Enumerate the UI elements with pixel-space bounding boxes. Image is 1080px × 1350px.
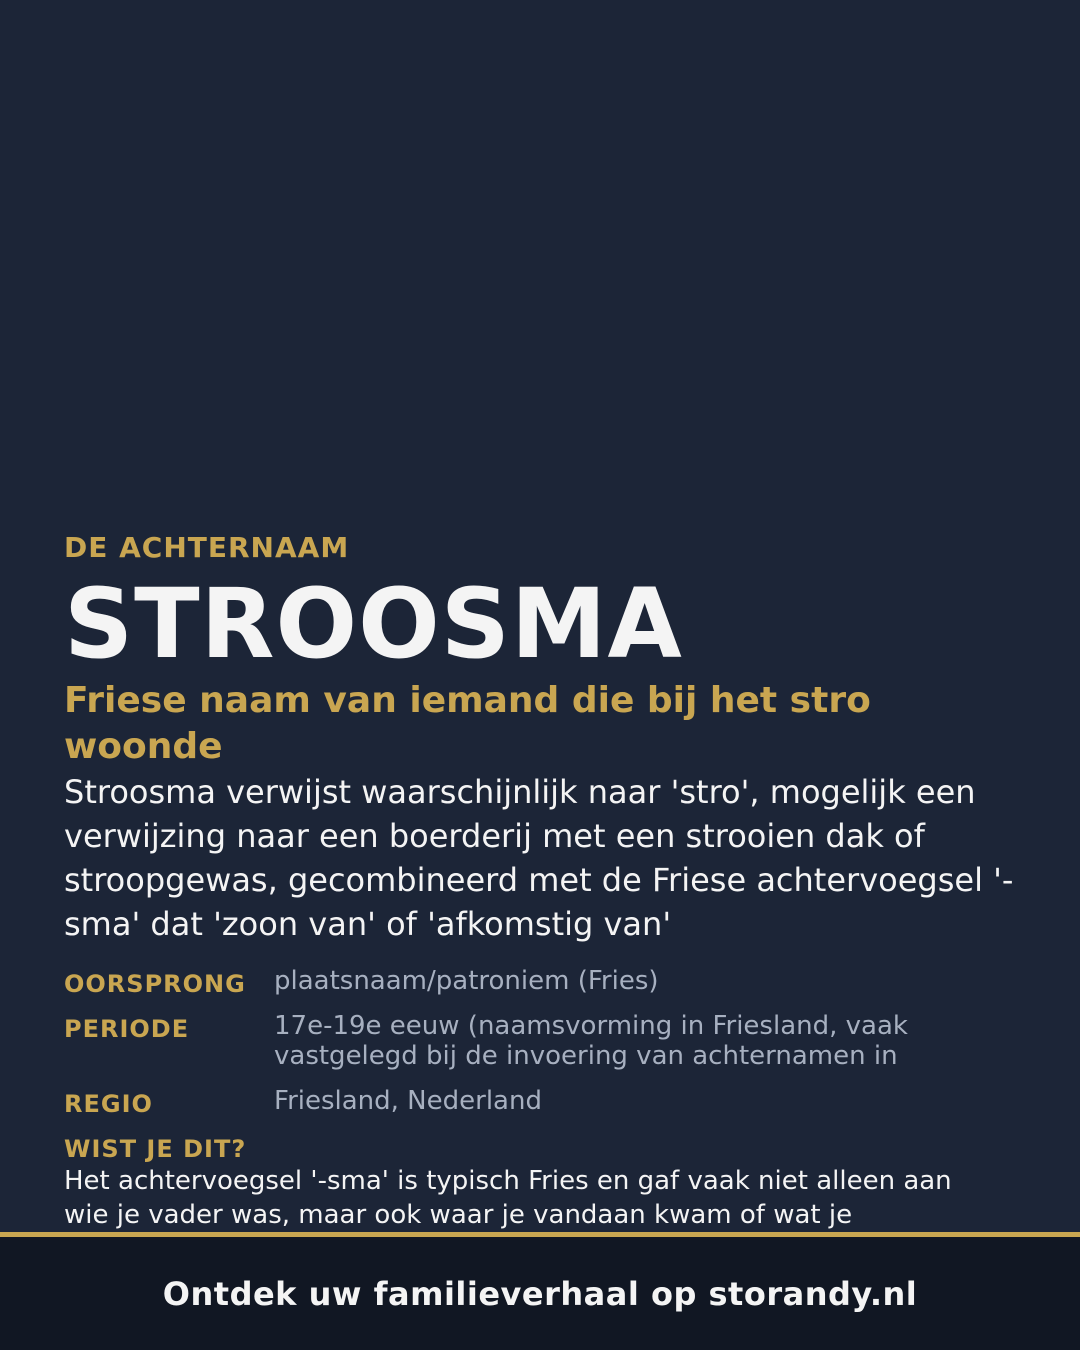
facts-list — [64, 966, 1024, 1131]
surname-title: STROOSMA — [64, 568, 683, 680]
eyebrow-label: DE ACHTERNAAM — [64, 531, 350, 564]
did-you-know-label: WIST JE DIT? — [64, 1135, 247, 1163]
fact-region-label: REGIO — [64, 1090, 153, 1118]
surname-description: Stroosma verwijst waarschijnlijk naar 'stro', mogelijk een verwijzing naar een boerderij met een strooien dak of stroopgewas, gecombineerd met de Friese achtervoegsel '-sma' dat 'zoon van' of 'afkomstig van' — [64, 773, 1014, 943]
surname-card — [64, 530, 1024, 1232]
fact-origin-label: OORSPRONG — [64, 970, 246, 998]
fact-region-value: Friesland, Nederland — [274, 1086, 542, 1116]
fact-origin-value: plaatsnaam/patroniem (Fries) — [274, 966, 659, 996]
fact-origin — [64, 966, 1024, 1011]
fact-region — [64, 1086, 1024, 1131]
footer-cta[interactable]: Ontdek uw familieverhaal op storandy.nl — [162, 1274, 918, 1313]
surname-subtitle: Friese naam van iemand die bij het stro woonde — [64, 680, 871, 767]
fact-period-label: PERIODE — [64, 1015, 190, 1043]
did-you-know-text: Het achtervoegsel '-sma' is typisch Fries en gaf vaak niet alleen aan wie je vader was, maar ook waar je vandaan kwam of wat je — [64, 1166, 952, 1230]
fact-period-value: 17e-19e eeuw (naamsvorming in Friesland, vaak vastgelegd bij de invoering van achternamen in — [274, 1011, 908, 1071]
fact-period — [64, 1011, 1024, 1086]
footer-banner — [0, 1232, 1080, 1350]
